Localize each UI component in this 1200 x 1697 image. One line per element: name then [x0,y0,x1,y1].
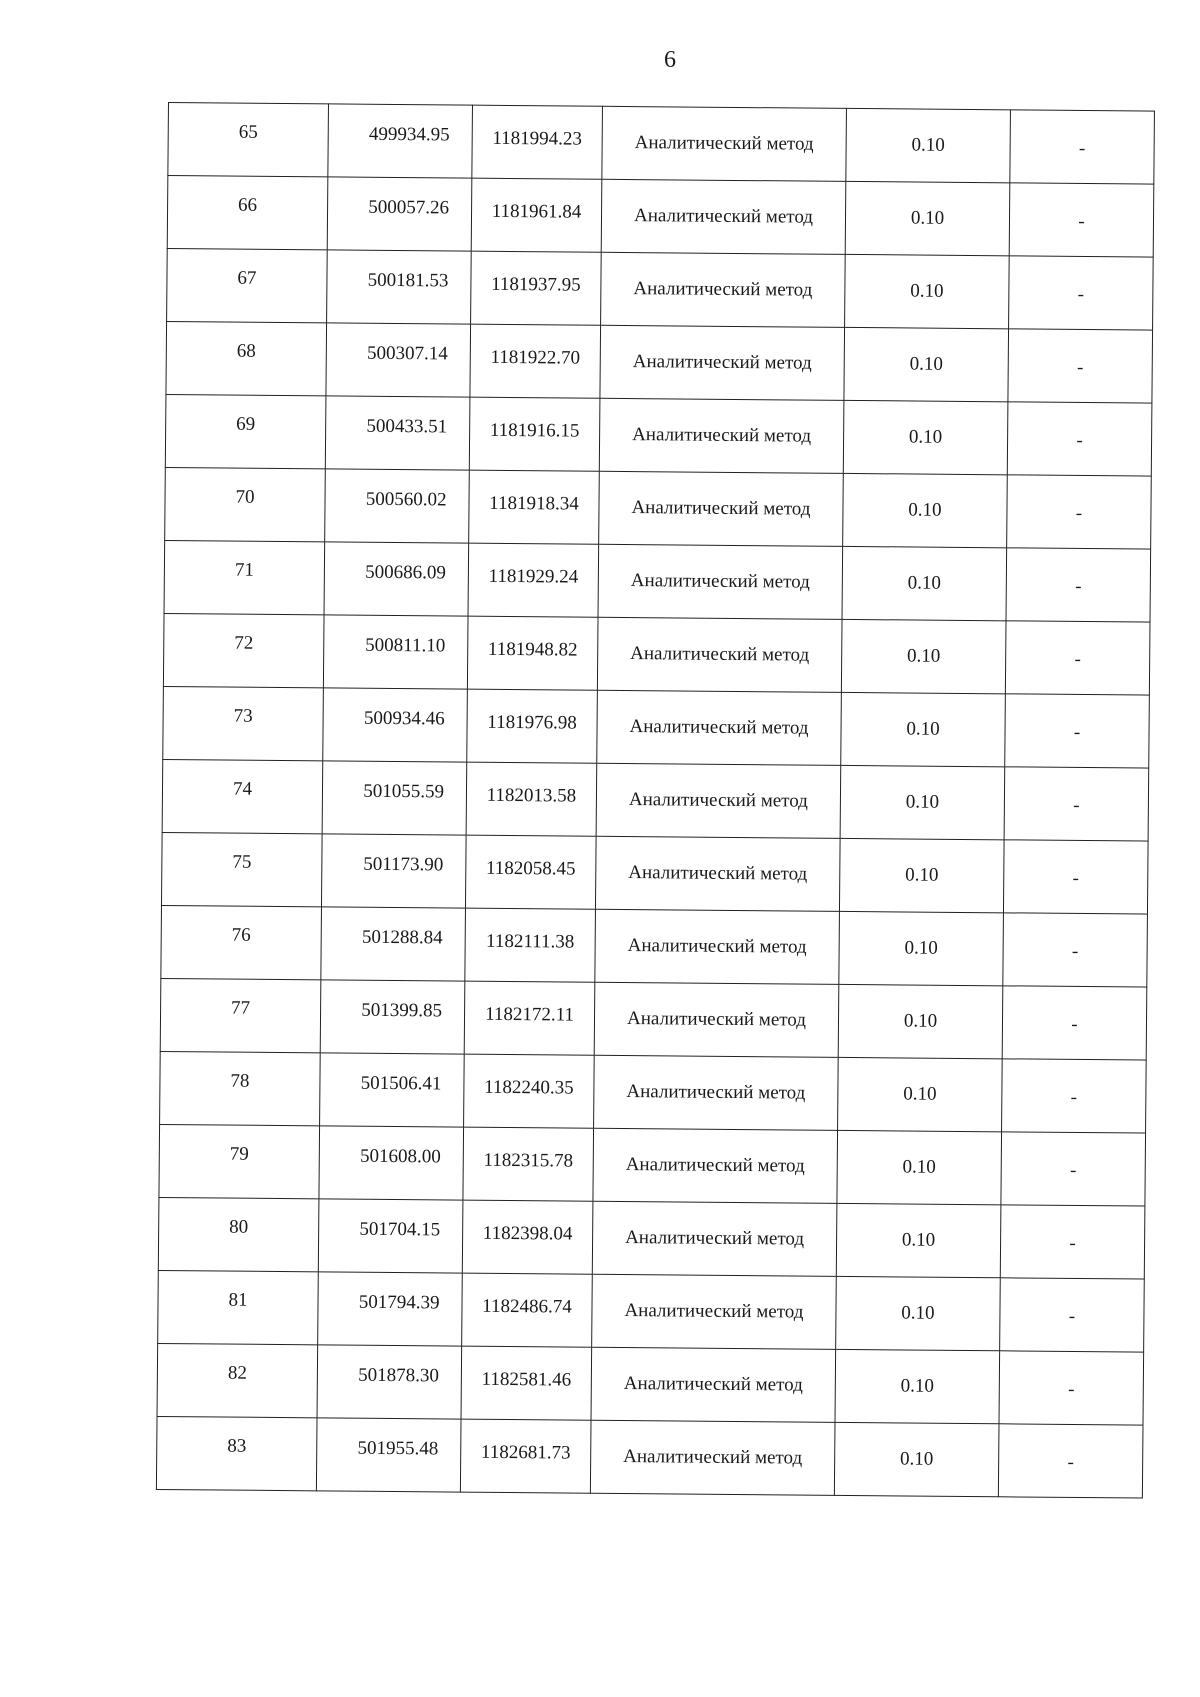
table-row [159,1124,1146,1206]
point-number-cell: 67 [167,248,328,322]
method-cell: Аналитический метод [600,325,845,400]
method-cell: Аналитический метод [596,763,841,838]
table-row [158,1270,1145,1352]
note-cell: - [1004,767,1149,841]
y-coordinate-cell: 1182111.38 [465,908,596,982]
accuracy-cell: 0.10 [845,181,1010,255]
y-coordinate-cell: 1182315.78 [463,1127,594,1201]
accuracy-cell: 0.10 [835,1349,1000,1423]
point-number-cell: 72 [163,613,324,687]
note-cell: - [1008,329,1153,403]
y-coordinate-cell: 1182240.35 [464,1054,595,1128]
point-number-cell: 66 [167,176,328,250]
y-coordinate-cell: 1182172.11 [464,981,595,1055]
point-number-cell: 69 [165,394,326,468]
x-coordinate-cell: 500811.10 [323,615,468,689]
x-coordinate-cell: 501704.15 [318,1199,463,1273]
point-number-cell: 70 [165,467,326,541]
table-row [167,248,1154,330]
method-cell: Аналитический метод [599,398,844,473]
y-coordinate-cell: 1182486.74 [462,1273,593,1347]
note-cell: - [998,1424,1143,1498]
method-cell: Аналитический метод [593,1128,838,1203]
y-coordinate-cell: 1181976.98 [467,689,598,763]
accuracy-cell: 0.10 [839,838,1004,912]
table-row [163,613,1150,695]
table-row [163,686,1150,768]
x-coordinate-cell: 501288.84 [321,907,466,981]
y-coordinate-cell: 1182581.46 [461,1346,592,1420]
x-coordinate-cell: 500433.51 [325,396,470,470]
accuracy-cell: 0.10 [838,984,1003,1058]
method-cell: Аналитический метод [598,544,843,619]
accuracy-cell: 0.10 [843,473,1008,547]
method-cell: Аналитический метод [590,1420,835,1495]
table-row [168,103,1155,185]
accuracy-cell: 0.10 [844,327,1009,401]
table-body [156,103,1154,1499]
point-number-cell: 81 [158,1270,319,1344]
point-number-cell: 73 [163,686,324,760]
x-coordinate-cell: 499934.95 [328,104,473,178]
method-cell: Аналитический метод [591,1347,836,1422]
method-cell: Аналитический метод [592,1274,837,1349]
point-number-cell: 74 [162,759,323,833]
accuracy-cell: 0.10 [846,108,1011,182]
y-coordinate-cell: 1182058.45 [465,835,596,909]
coordinates-table-wrapper [156,102,1154,1499]
point-number-cell: 76 [161,905,322,979]
note-cell: - [1003,913,1148,987]
x-coordinate-cell: 500181.53 [327,250,472,324]
note-cell: - [1000,1205,1145,1279]
x-coordinate-cell: 501794.39 [318,1272,463,1346]
method-cell: Аналитический метод [599,471,844,546]
note-cell: - [1001,1132,1146,1206]
point-number-cell: 82 [157,1343,318,1417]
note-cell: - [1007,475,1152,549]
note-cell: - [1002,986,1147,1060]
method-cell: Аналитический метод [594,1055,839,1130]
point-number-cell: 75 [161,832,322,906]
accuracy-cell: 0.10 [841,692,1006,766]
y-coordinate-cell: 1181922.70 [470,324,601,398]
table-row [167,176,1154,258]
method-cell: Аналитический метод [595,836,840,911]
y-coordinate-cell: 1181916.15 [469,397,600,471]
note-cell: - [1005,621,1150,695]
note-cell: - [1000,1278,1145,1352]
table-row [166,321,1153,403]
table-row [156,1416,1143,1498]
table-row [161,832,1148,914]
x-coordinate-cell: 501399.85 [320,980,465,1054]
x-coordinate-cell: 500560.02 [325,469,470,543]
note-cell: - [1009,256,1154,330]
table-row [161,905,1148,987]
point-number-cell: 77 [160,978,321,1052]
note-cell: - [999,1351,1144,1425]
note-cell: - [1010,110,1155,184]
y-coordinate-cell: 1182681.73 [460,1419,591,1493]
point-number-cell: 83 [156,1416,317,1490]
note-cell: - [1007,402,1152,476]
table-row [158,1197,1145,1279]
method-cell: Аналитический метод [597,617,842,692]
note-cell: - [1006,548,1151,622]
accuracy-cell: 0.10 [843,400,1008,474]
accuracy-cell: 0.10 [840,765,1005,839]
accuracy-cell: 0.10 [836,1276,1001,1350]
method-cell: Аналитический метод [595,909,840,984]
point-number-cell: 65 [168,103,329,177]
point-number-cell: 68 [166,321,327,395]
table-row [165,467,1152,549]
method-cell: Аналитический метод [594,982,839,1057]
table-row [160,978,1147,1060]
accuracy-cell: 0.10 [841,619,1006,693]
table-row [162,759,1149,841]
y-coordinate-cell: 1181948.82 [467,616,598,690]
x-coordinate-cell: 500934.46 [323,688,468,762]
accuracy-cell: 0.10 [837,1130,1002,1204]
accuracy-cell: 0.10 [839,911,1004,985]
accuracy-cell: 0.10 [842,546,1007,620]
method-cell: Аналитический метод [601,252,846,327]
point-number-cell: 79 [159,1124,320,1198]
x-coordinate-cell: 500057.26 [327,177,472,251]
table-row [164,540,1151,622]
x-coordinate-cell: 500307.14 [326,323,471,397]
x-coordinate-cell: 501955.48 [316,1418,461,1492]
note-cell: - [1002,1059,1147,1133]
x-coordinate-cell: 500686.09 [324,542,469,616]
y-coordinate-cell: 1182013.58 [466,762,597,836]
y-coordinate-cell: 1181929.24 [468,543,599,617]
accuracy-cell: 0.10 [836,1203,1001,1277]
accuracy-cell: 0.10 [838,1057,1003,1131]
method-cell: Аналитический метод [597,690,842,765]
table-row [165,394,1152,476]
y-coordinate-cell: 1181937.95 [471,251,602,325]
x-coordinate-cell: 501055.59 [322,761,467,835]
point-number-cell: 80 [158,1197,319,1271]
method-cell: Аналитический метод [602,106,847,181]
y-coordinate-cell: 1182398.04 [462,1200,593,1274]
x-coordinate-cell: 501506.41 [320,1053,465,1127]
accuracy-cell: 0.10 [834,1422,999,1496]
y-coordinate-cell: 1181961.84 [471,178,602,252]
x-coordinate-cell: 501878.30 [317,1345,462,1419]
table-row [160,1051,1147,1133]
page-number: 6 [664,47,676,73]
note-cell: - [1009,183,1154,257]
point-number-cell: 78 [160,1051,321,1125]
method-cell: Аналитический метод [601,179,846,254]
table-row [157,1343,1144,1425]
x-coordinate-cell: 501608.00 [319,1126,464,1200]
method-cell: Аналитический метод [592,1201,837,1276]
x-coordinate-cell: 501173.90 [321,834,466,908]
coordinates-table [156,102,1155,1499]
accuracy-cell: 0.10 [845,254,1010,328]
point-number-cell: 71 [164,540,325,614]
y-coordinate-cell: 1181994.23 [472,105,603,179]
y-coordinate-cell: 1181918.34 [469,470,600,544]
note-cell: - [1005,694,1150,768]
note-cell: - [1003,840,1148,914]
